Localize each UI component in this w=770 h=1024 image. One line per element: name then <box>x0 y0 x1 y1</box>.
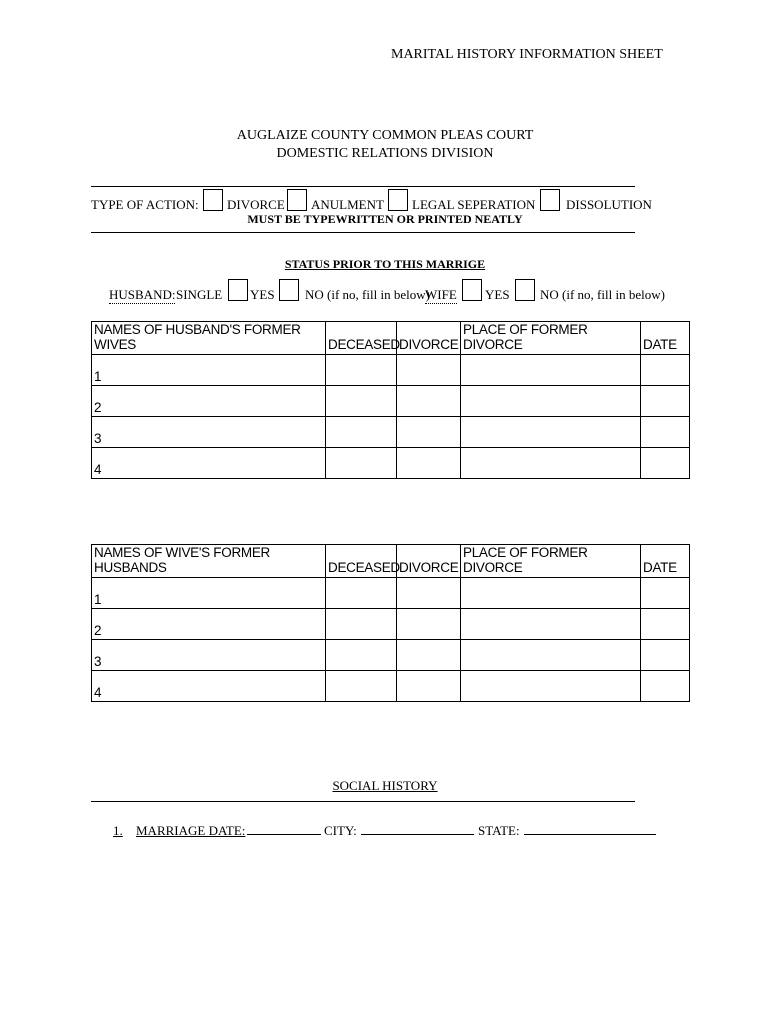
row-number[interactable]: 1 <box>92 578 326 609</box>
column-header-place: PLACE OF FORMER DIVORCE <box>461 322 641 355</box>
wife-yes-checkbox[interactable] <box>462 279 482 301</box>
dissolution-option-label: DISSOLUTION <box>566 197 652 212</box>
table-cell[interactable] <box>326 609 397 640</box>
husband-single-label: SINGLE <box>176 287 223 302</box>
table-cell[interactable] <box>461 671 641 702</box>
row-number[interactable]: 4 <box>92 448 326 479</box>
divorce-checkbox[interactable] <box>203 189 223 211</box>
sheet-title: MARITAL HISTORY INFORMATION SHEET <box>391 47 663 62</box>
table-cell[interactable] <box>641 386 690 417</box>
table-cell[interactable] <box>326 640 397 671</box>
anulment-checkbox[interactable] <box>287 189 307 211</box>
husband-yes-checkbox[interactable] <box>228 279 248 301</box>
column-header-date: DATE <box>641 545 690 578</box>
table-cell[interactable] <box>397 355 461 386</box>
husband-yes-label: YES <box>250 287 275 302</box>
city-field[interactable] <box>361 834 474 835</box>
dissolution-checkbox[interactable] <box>540 189 560 211</box>
table-row <box>92 640 690 671</box>
husband-no-checkbox[interactable] <box>279 279 299 301</box>
column-header-divorce: DIVORCE <box>397 322 461 355</box>
table-cell[interactable] <box>397 417 461 448</box>
column-header-divorce: DIVORCE <box>397 545 461 578</box>
instruction-text: MUST BE TYPEWRITTEN OR PRINTED NEATLY <box>247 212 523 226</box>
row-number[interactable]: 2 <box>92 386 326 417</box>
social-history-divider <box>91 801 635 802</box>
table-cell[interactable] <box>641 578 690 609</box>
column-header-place: PLACE OF FORMER DIVORCE <box>461 545 641 578</box>
table-row <box>92 355 690 386</box>
row-number[interactable]: 4 <box>92 671 326 702</box>
table-cell[interactable] <box>397 578 461 609</box>
column-header-deceased: DECEASED <box>326 545 397 578</box>
table-cell[interactable] <box>641 417 690 448</box>
table-cell[interactable] <box>461 448 641 479</box>
row-number[interactable]: 3 <box>92 640 326 671</box>
table-row <box>92 578 690 609</box>
table-cell[interactable] <box>326 417 397 448</box>
column-header-date: DATE <box>641 322 690 355</box>
table-row <box>92 448 690 479</box>
table-cell[interactable] <box>461 386 641 417</box>
column-header-names: NAMES OF HUSBAND'S FORMER WIVES <box>92 322 326 355</box>
table-cell[interactable] <box>461 578 641 609</box>
divider-bottom <box>91 232 635 233</box>
table-row <box>92 671 690 702</box>
table-row <box>92 609 690 640</box>
row-number[interactable]: 3 <box>92 417 326 448</box>
table-cell[interactable] <box>326 448 397 479</box>
husband-label: HUSBAND: <box>109 287 176 302</box>
husband-former-wives-table <box>91 321 690 479</box>
marriage-date-label: MARRIAGE DATE: <box>136 823 246 838</box>
item-number: 1. <box>113 823 123 838</box>
wife-label: WIFE <box>425 287 457 302</box>
table-cell[interactable] <box>641 448 690 479</box>
legal-separation-option-label: LEGAL SEPERATION <box>412 197 536 212</box>
wife-yes-label: YES <box>485 287 510 302</box>
row-number[interactable]: 2 <box>92 609 326 640</box>
table-cell[interactable] <box>326 386 397 417</box>
table-cell[interactable] <box>326 671 397 702</box>
table-row <box>92 417 690 448</box>
wife-no-checkbox[interactable] <box>515 279 535 301</box>
husband-no-label: NO (if no, fill in below) <box>305 287 430 302</box>
status-heading: STATUS PRIOR TO THIS MARRIGE <box>284 257 486 271</box>
table-cell[interactable] <box>641 640 690 671</box>
city-label: CITY: <box>324 823 357 838</box>
wife-former-husbands-table <box>91 544 690 702</box>
table-cell[interactable] <box>461 640 641 671</box>
table-cell[interactable] <box>397 386 461 417</box>
table-cell[interactable] <box>641 355 690 386</box>
legal-separation-checkbox[interactable] <box>388 189 408 211</box>
table-cell[interactable] <box>397 640 461 671</box>
table-cell[interactable] <box>397 448 461 479</box>
table-cell[interactable] <box>641 671 690 702</box>
column-header-names: NAMES OF WIVE'S FORMER HUSBANDS <box>92 545 326 578</box>
wife-no-label: NO (if no, fill in below) <box>540 287 665 302</box>
divorce-option-label: DIVORCE <box>227 197 285 212</box>
type-of-action-label: TYPE OF ACTION: <box>91 197 199 212</box>
row-number[interactable]: 1 <box>92 355 326 386</box>
table-cell[interactable] <box>397 609 461 640</box>
anulment-option-label: ANULMENT <box>311 197 384 212</box>
table-cell[interactable] <box>397 671 461 702</box>
table-cell[interactable] <box>461 355 641 386</box>
divider-top <box>91 186 635 187</box>
state-field[interactable] <box>524 834 656 835</box>
table-cell[interactable] <box>461 417 641 448</box>
column-header-deceased: DECEASED <box>326 322 397 355</box>
table-cell[interactable] <box>326 355 397 386</box>
social-history-heading: SOCIAL HISTORY <box>332 778 438 793</box>
division-name: DOMESTIC RELATIONS DIVISION <box>276 146 494 161</box>
state-label: STATE: <box>478 823 520 838</box>
table-cell[interactable] <box>461 609 641 640</box>
court-name: AUGLAIZE COUNTY COMMON PLEAS COURT <box>236 128 534 143</box>
table-cell[interactable] <box>641 609 690 640</box>
table-cell[interactable] <box>326 578 397 609</box>
marriage-date-field[interactable] <box>247 834 321 835</box>
table-row <box>92 386 690 417</box>
